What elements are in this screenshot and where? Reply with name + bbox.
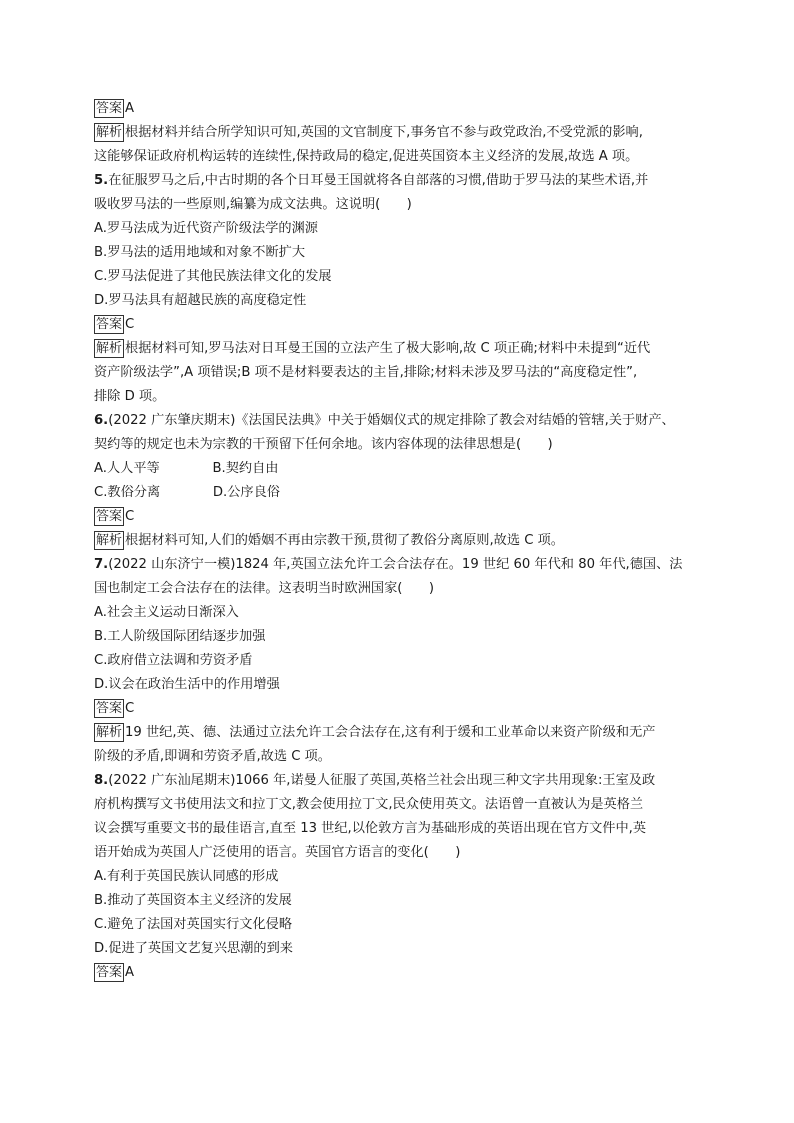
line-text: A.罗马法成为近代资产阶级法学的渊源	[94, 221, 318, 236]
answer-label: 答案	[96, 701, 123, 716]
text-line	[94, 289, 714, 313]
line-text: 排除 D 项。	[94, 389, 166, 404]
analysis-label: 解析	[96, 533, 123, 548]
line-text: B.罗马法的适用地域和对象不断扩大	[94, 245, 306, 260]
line-text: C.政府借立法调和劳资矛盾	[94, 653, 253, 668]
text-line	[94, 385, 714, 409]
text-line	[94, 889, 714, 913]
text-line	[94, 841, 714, 865]
line-text: A.有利于英国民族认同感的形成	[94, 869, 279, 884]
question-number: 6.	[94, 413, 109, 428]
answer-label: 答案	[96, 317, 123, 332]
line-text: 国也制定工会合法存在的法律。这表明当时欧洲国家( )	[94, 581, 434, 596]
text-line	[94, 361, 714, 385]
answer-label: 答案	[96, 101, 123, 116]
line-text: 契约等的规定也未为宗教的干预留下任何余地。该内容体现的法律思想是( )	[94, 437, 553, 452]
text-line	[94, 97, 714, 121]
line-text: 资产阶级法学”,A 项错误;B 项不是材料要表达的主旨,排除;材料未涉及罗马法的“高度稳定性”,	[94, 365, 638, 380]
text-line	[94, 265, 714, 289]
line-text: (2022 广东汕尾期末)1066 年,诺曼人征服了英国,英格兰社会出现三种文字共用现象:王室及政	[108, 773, 656, 788]
line-text: C	[125, 701, 135, 716]
answer-label: 答案	[96, 509, 123, 524]
line-text: 根据材料并结合所学知识可知,英国的文官制度下,事务官不参与政党政治,不受党派的影响,	[125, 125, 643, 140]
line-text: C.罗马法促进了其他民族法律文化的发展	[94, 269, 332, 284]
question-number: 8.	[94, 773, 109, 788]
line-text: D.罗马法具有超越民族的高度稳定性	[94, 293, 307, 308]
line-text: C	[125, 509, 135, 524]
text-line	[94, 721, 714, 745]
line-text: 根据材料可知,人们的婚姻不再由宗教干预,贯彻了教俗分离原则,故选 C 项。	[125, 533, 564, 548]
line-text: 府机构撰写文书使用法文和拉丁文,教会使用拉丁文,民众使用英文。法语曾一直被认为是英格兰	[94, 797, 644, 812]
line-text: C	[125, 317, 135, 332]
analysis-label: 解析	[96, 341, 123, 356]
line-text: 阶级的矛盾,即调和劳资矛盾,故选 C 项。	[94, 749, 331, 764]
text-line	[94, 601, 714, 625]
text-line	[94, 817, 714, 841]
text-line	[94, 193, 714, 217]
line-text: D.促进了英国文艺复兴思潮的到来	[94, 941, 293, 956]
text-line	[94, 649, 714, 673]
line-text: A	[125, 965, 135, 980]
line-text: 在征服罗马之后,中古时期的各个日耳曼王国就将各自部落的习惯,借助于罗马法的某些术语,并	[108, 173, 649, 188]
question-number: 7.	[94, 557, 109, 572]
text-line	[94, 697, 714, 721]
text-line	[94, 241, 714, 265]
analysis-label: 解析	[96, 725, 123, 740]
line-text: B.工人阶级国际团结逐步加强	[94, 629, 266, 644]
text-line	[94, 217, 714, 241]
text-line	[94, 673, 714, 697]
line-text: (2022 广东肇庆期末)《法国民法典》中关于婚姻仪式的规定排除了教会对结婚的管辖,关于财产、	[108, 413, 675, 428]
line-text: A	[125, 101, 135, 116]
line-text: C.教俗分离 D.公序良俗	[94, 485, 280, 500]
analysis-label: 解析	[96, 125, 123, 140]
text-line	[94, 337, 714, 361]
text-line	[94, 481, 714, 505]
line-text: B.推动了英国资本主义经济的发展	[94, 893, 292, 908]
line-text: A.人人平等 B.契约自由	[94, 461, 279, 476]
text-line	[94, 505, 714, 529]
line-text: 语开始成为英国人广泛使用的语言。英国官方语言的变化( )	[94, 845, 461, 860]
text-line	[94, 769, 714, 793]
text-line	[94, 745, 714, 769]
text-line	[94, 913, 714, 937]
text-line	[94, 457, 714, 481]
line-text: C.避免了法国对英国实行文化侵略	[94, 917, 293, 932]
line-text: 这能够保证政府机构运转的连续性,保持政局的稳定,促进英国资本主义经济的发展,故选 A 项。	[94, 149, 639, 164]
text-line	[94, 937, 714, 961]
line-text: A.社会主义运动日渐深入	[94, 605, 239, 620]
line-text: (2022 山东济宁一模)1824 年,英国立法允许工会合法存在。19 世纪 60 年代和 80 年代,德国、法	[108, 557, 683, 572]
text-line	[94, 169, 714, 193]
line-text: D.议会在政治生活中的作用增强	[94, 677, 280, 692]
text-line	[94, 313, 714, 337]
line-text: 根据材料可知,罗马法对日耳曼王国的立法产生了极大影响,故 C 项正确;材料中未提到“近代	[125, 341, 651, 356]
text-line	[94, 865, 714, 889]
answer-label: 答案	[96, 965, 123, 980]
text-line	[94, 553, 714, 577]
text-line	[94, 145, 714, 169]
line-text: 19 世纪,英、德、法通过立法允许工会合法存在,这有利于缓和工业革命以来资产阶级和无产	[125, 725, 656, 740]
text-line	[94, 433, 714, 457]
text-line	[94, 409, 714, 433]
text-line	[94, 793, 714, 817]
text-line	[94, 121, 714, 145]
document-body	[94, 97, 714, 985]
text-line	[94, 529, 714, 553]
line-text: 吸收罗马法的一些原则,编纂为成文法典。这说明( )	[94, 197, 412, 212]
question-number: 5.	[94, 173, 109, 188]
line-text: 议会撰写重要文书的最佳语言,直至 13 世纪,以伦敦方言为基础形成的英语出现在官方文件中,英	[94, 821, 647, 836]
text-line	[94, 961, 714, 985]
text-line	[94, 577, 714, 601]
text-line	[94, 625, 714, 649]
